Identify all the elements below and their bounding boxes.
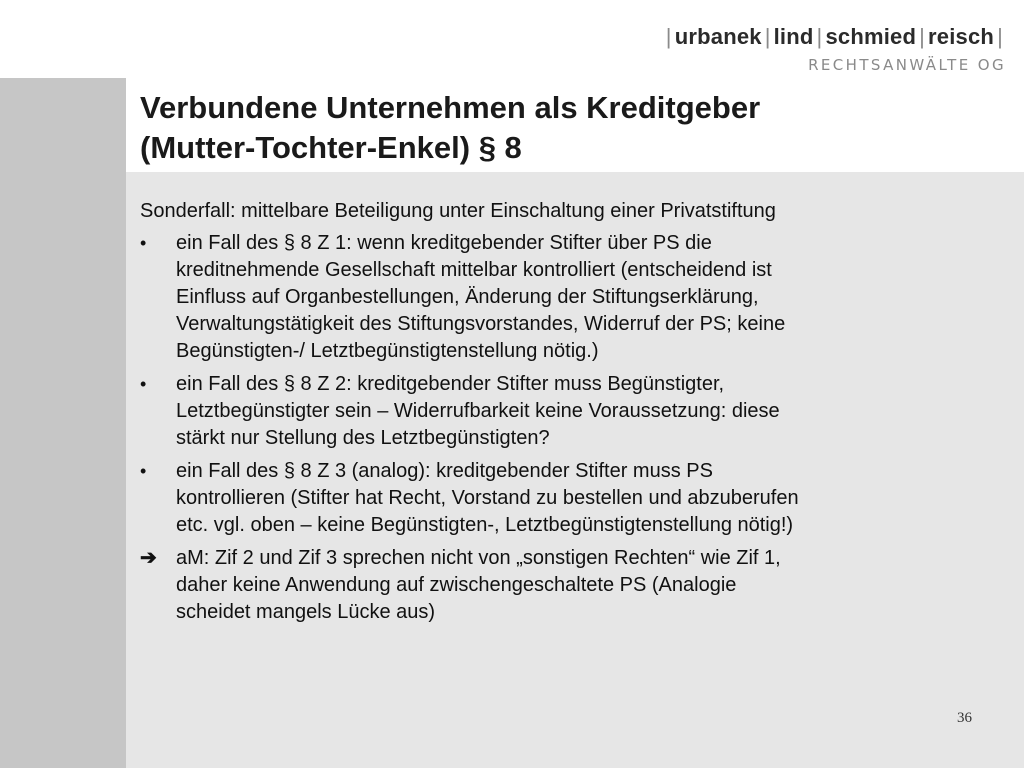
logo-separator: | [764,24,771,49]
bullet-line: Letztbegünstigter sein – Widerrufbarkeit keine Voraussetzung: diese [176,400,780,422]
logo-name-schmied: schmied [825,24,917,49]
arrow-right-icon: ➔ [140,547,157,569]
logo-separator: | [816,24,823,49]
left-decor-band [0,78,126,768]
bullet-icon: • [140,461,147,481]
bullet-line: kontrollieren (Stifter hat Recht, Vorstand zu bestellen und abzuberufen [176,487,799,509]
arrow-text [176,545,990,626]
bullet-icon: • [140,374,147,394]
bullet-line: ein Fall des § 8 Z 3 (analog): kreditgebender Stifter muss PS [176,460,713,482]
arrow-line: aM: Zif 2 und Zif 3 sprechen nicht von „sonstigen Rechten“ wie Zif 1, [176,547,781,569]
logo-names [663,24,1006,50]
bullet-line: etc. vgl. oben – keine Begünstigten-, Letztbegünstigtenstellung nötig!) [176,514,794,536]
bullet-item [140,458,990,539]
bullet-text [176,371,990,452]
logo-subtitle: RECHTSANWÄLTE OG [808,56,1006,74]
logo-name-lind: lind [773,24,814,49]
logo-separator: | [919,24,926,49]
bullet-line: ein Fall des § 8 Z 2: kreditgebender Stifter muss Begünstigter, [176,373,725,395]
slide-title [140,88,1000,168]
slide-body [140,198,990,632]
slide-title-line-1: Verbundene Unternehmen als Kreditgeber [140,90,761,125]
logo-name-urbanek: urbanek [674,24,762,49]
logo-separator: | [665,24,672,49]
bullet-line: Begünstigten-/ Letztbegünstigtenstellung nötig.) [176,340,599,362]
firm-logo [663,24,1006,74]
page-number: 36 [957,710,972,726]
bullet-line: kreditnehmende Gesellschaft mittelbar kontrolliert (entscheidend ist [176,259,772,281]
bullet-line: ein Fall des § 8 Z 1: wenn kreditgebender Stifter über PS die [176,232,712,254]
arrow-line: scheidet mangels Lücke aus) [176,601,436,623]
slide-title-line-2: (Mutter-Tochter-Enkel) § 8 [140,130,522,165]
bullet-icon: • [140,233,147,253]
bullet-line: Einfluss auf Organbestellungen, Änderung der Stiftungserklärung, [176,286,759,308]
logo-separator: | [997,24,1003,49]
bullet-item [140,371,990,452]
arrow-line: daher keine Anwendung auf zwischengeschaltete PS (Analogie [176,574,737,596]
arrow-item [140,545,990,626]
logo-name-reisch: reisch [928,24,995,49]
bullet-text [176,458,990,539]
bullet-line: Verwaltungstätigkeit des Stiftungsvorstandes, Widerruf der PS; keine [176,313,786,335]
bullet-text [176,230,990,365]
bullet-line: stärkt nur Stellung des Letztbegünstigten? [176,427,550,449]
bullet-item [140,230,990,365]
intro-text: Sonderfall: mittelbare Beteiligung unter Einschaltung einer Privatstiftung [140,200,776,222]
